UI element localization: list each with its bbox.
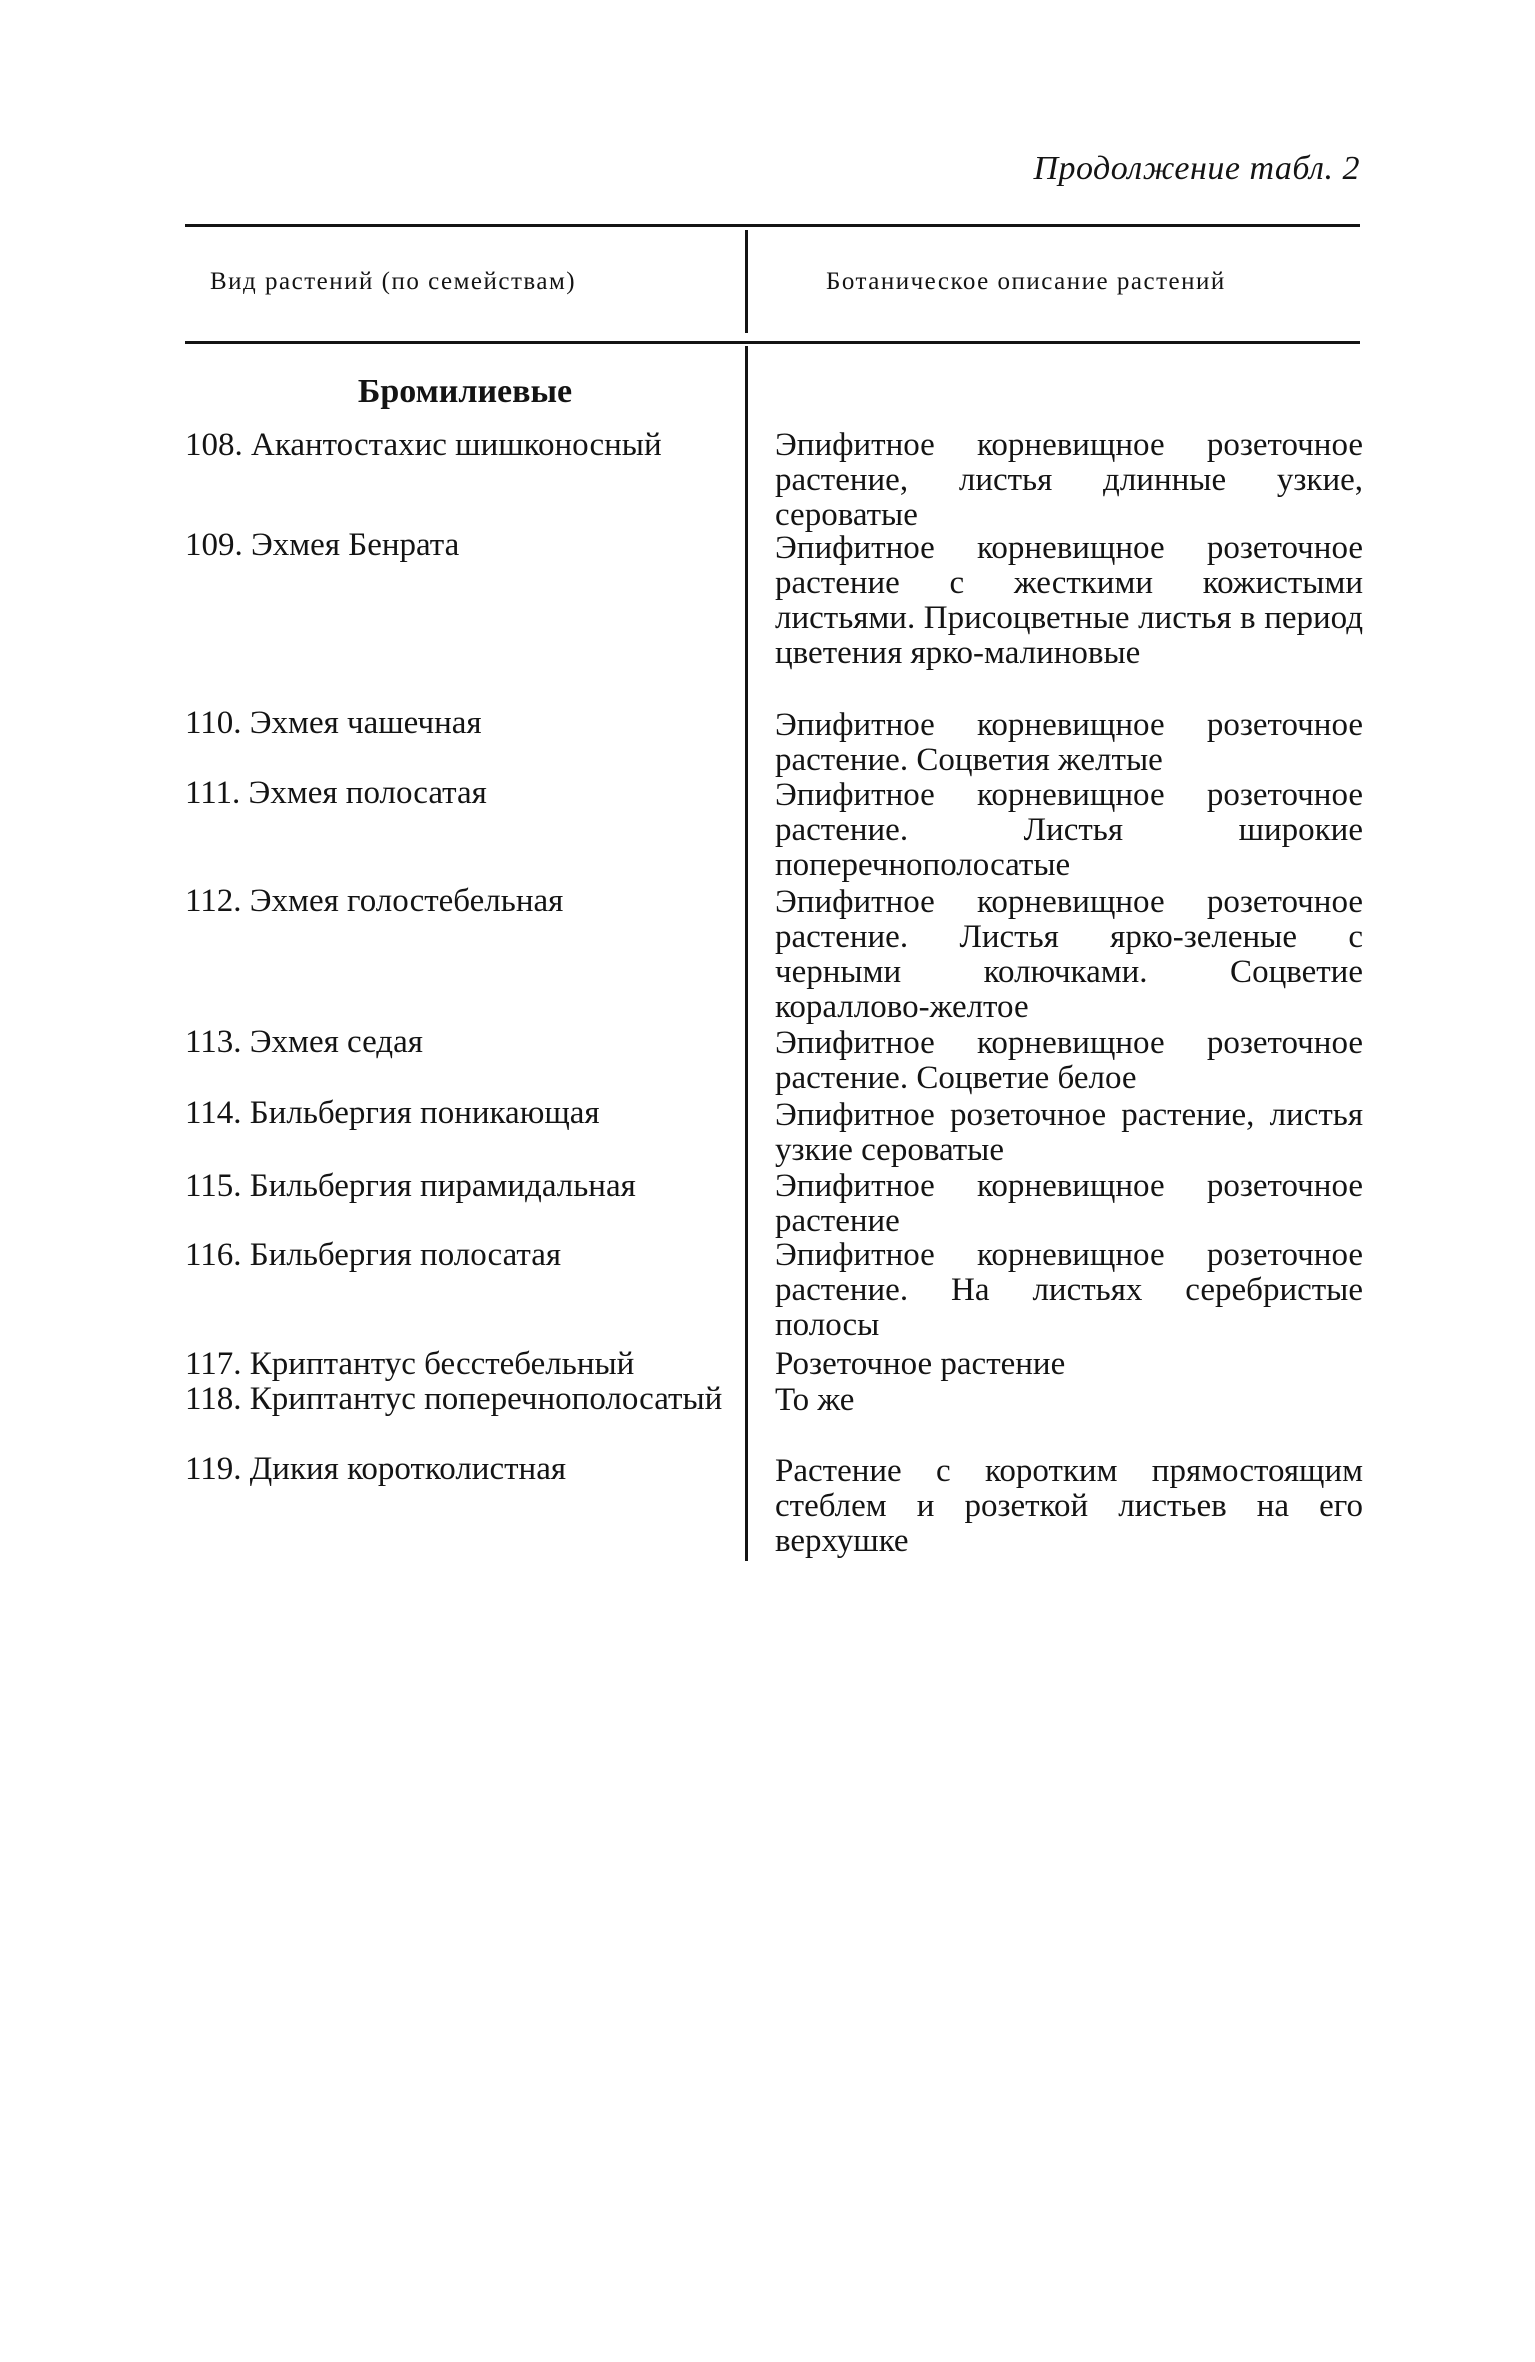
species-cell: 117. Криптантус бесстебельный [185, 1346, 635, 1382]
description-cell: Эпифитное корневищное розеточное растение [775, 1168, 1363, 1239]
description-cell: Эпифитное корневищное розеточное растение. На листьях серебристые полосы [775, 1237, 1363, 1343]
description-cell: Эпифитное корневищное розеточное растение, листья длинные узкие, сероватые [775, 427, 1363, 533]
description-cell: Эпифитное корневищное розеточное растение. Листья широкие поперечнополосатые [775, 777, 1363, 883]
column-header-description: Ботаническое описание растений [826, 268, 1226, 295]
species-cell: 111. Эхмея полосатая [185, 775, 487, 811]
species-cell: 112. Эхмея голостебельная [185, 883, 564, 919]
species-cell: 119. Дикия коротколистная [185, 1451, 567, 1487]
header-bottom-rule [185, 341, 1360, 344]
description-cell: Эпифитное корневищное розеточное растение. Листья ярко-зеленые с черными колючками. Соцветие кораллово-желтое [775, 884, 1363, 1025]
body-column-divider [745, 346, 748, 1561]
species-cell: 113. Эхмея седая [185, 1024, 423, 1060]
column-header-species: Вид растений (по семействам) [210, 268, 577, 295]
species-cell: 109. Эхмея Бенрата [185, 527, 460, 563]
family-heading: Бромилиевые [357, 373, 573, 410]
description-cell: То же [775, 1382, 855, 1418]
header-column-divider [745, 230, 748, 333]
description-cell: Розеточное растение [775, 1346, 1066, 1382]
table-top-rule [185, 224, 1360, 227]
species-cell: 115. Бильбергия пирамидальная [185, 1168, 636, 1204]
description-cell: Эпифитное розеточное растение, листья узкие сероватые [775, 1097, 1363, 1168]
description-cell: Эпифитное корневищное розеточное растение с жесткими кожистыми листьями. Присоцветные листья в период цветения ярко-малиновые [775, 530, 1363, 671]
species-cell: 114. Бильбергия поникающая [185, 1095, 600, 1131]
description-cell: Эпифитное корневищное розеточное растение. Соцветие белое [775, 1025, 1363, 1096]
species-cell: 108. Акантостахис шишконосный [185, 427, 662, 463]
table-caption: Продолжение табл. 2 [1033, 150, 1360, 187]
species-cell: 118. Криптантус поперечнополосатый [185, 1381, 723, 1417]
species-cell: 110. Эхмея чашечная [185, 705, 482, 741]
description-cell: Эпифитное корневищное розеточное растение. Соцветия желтые [775, 707, 1363, 778]
description-cell: Растение с коротким прямостоящим стеблем и розеткой листьев на его верхушке [775, 1453, 1363, 1559]
species-cell: 116. Бильбергия полосатая [185, 1237, 562, 1273]
